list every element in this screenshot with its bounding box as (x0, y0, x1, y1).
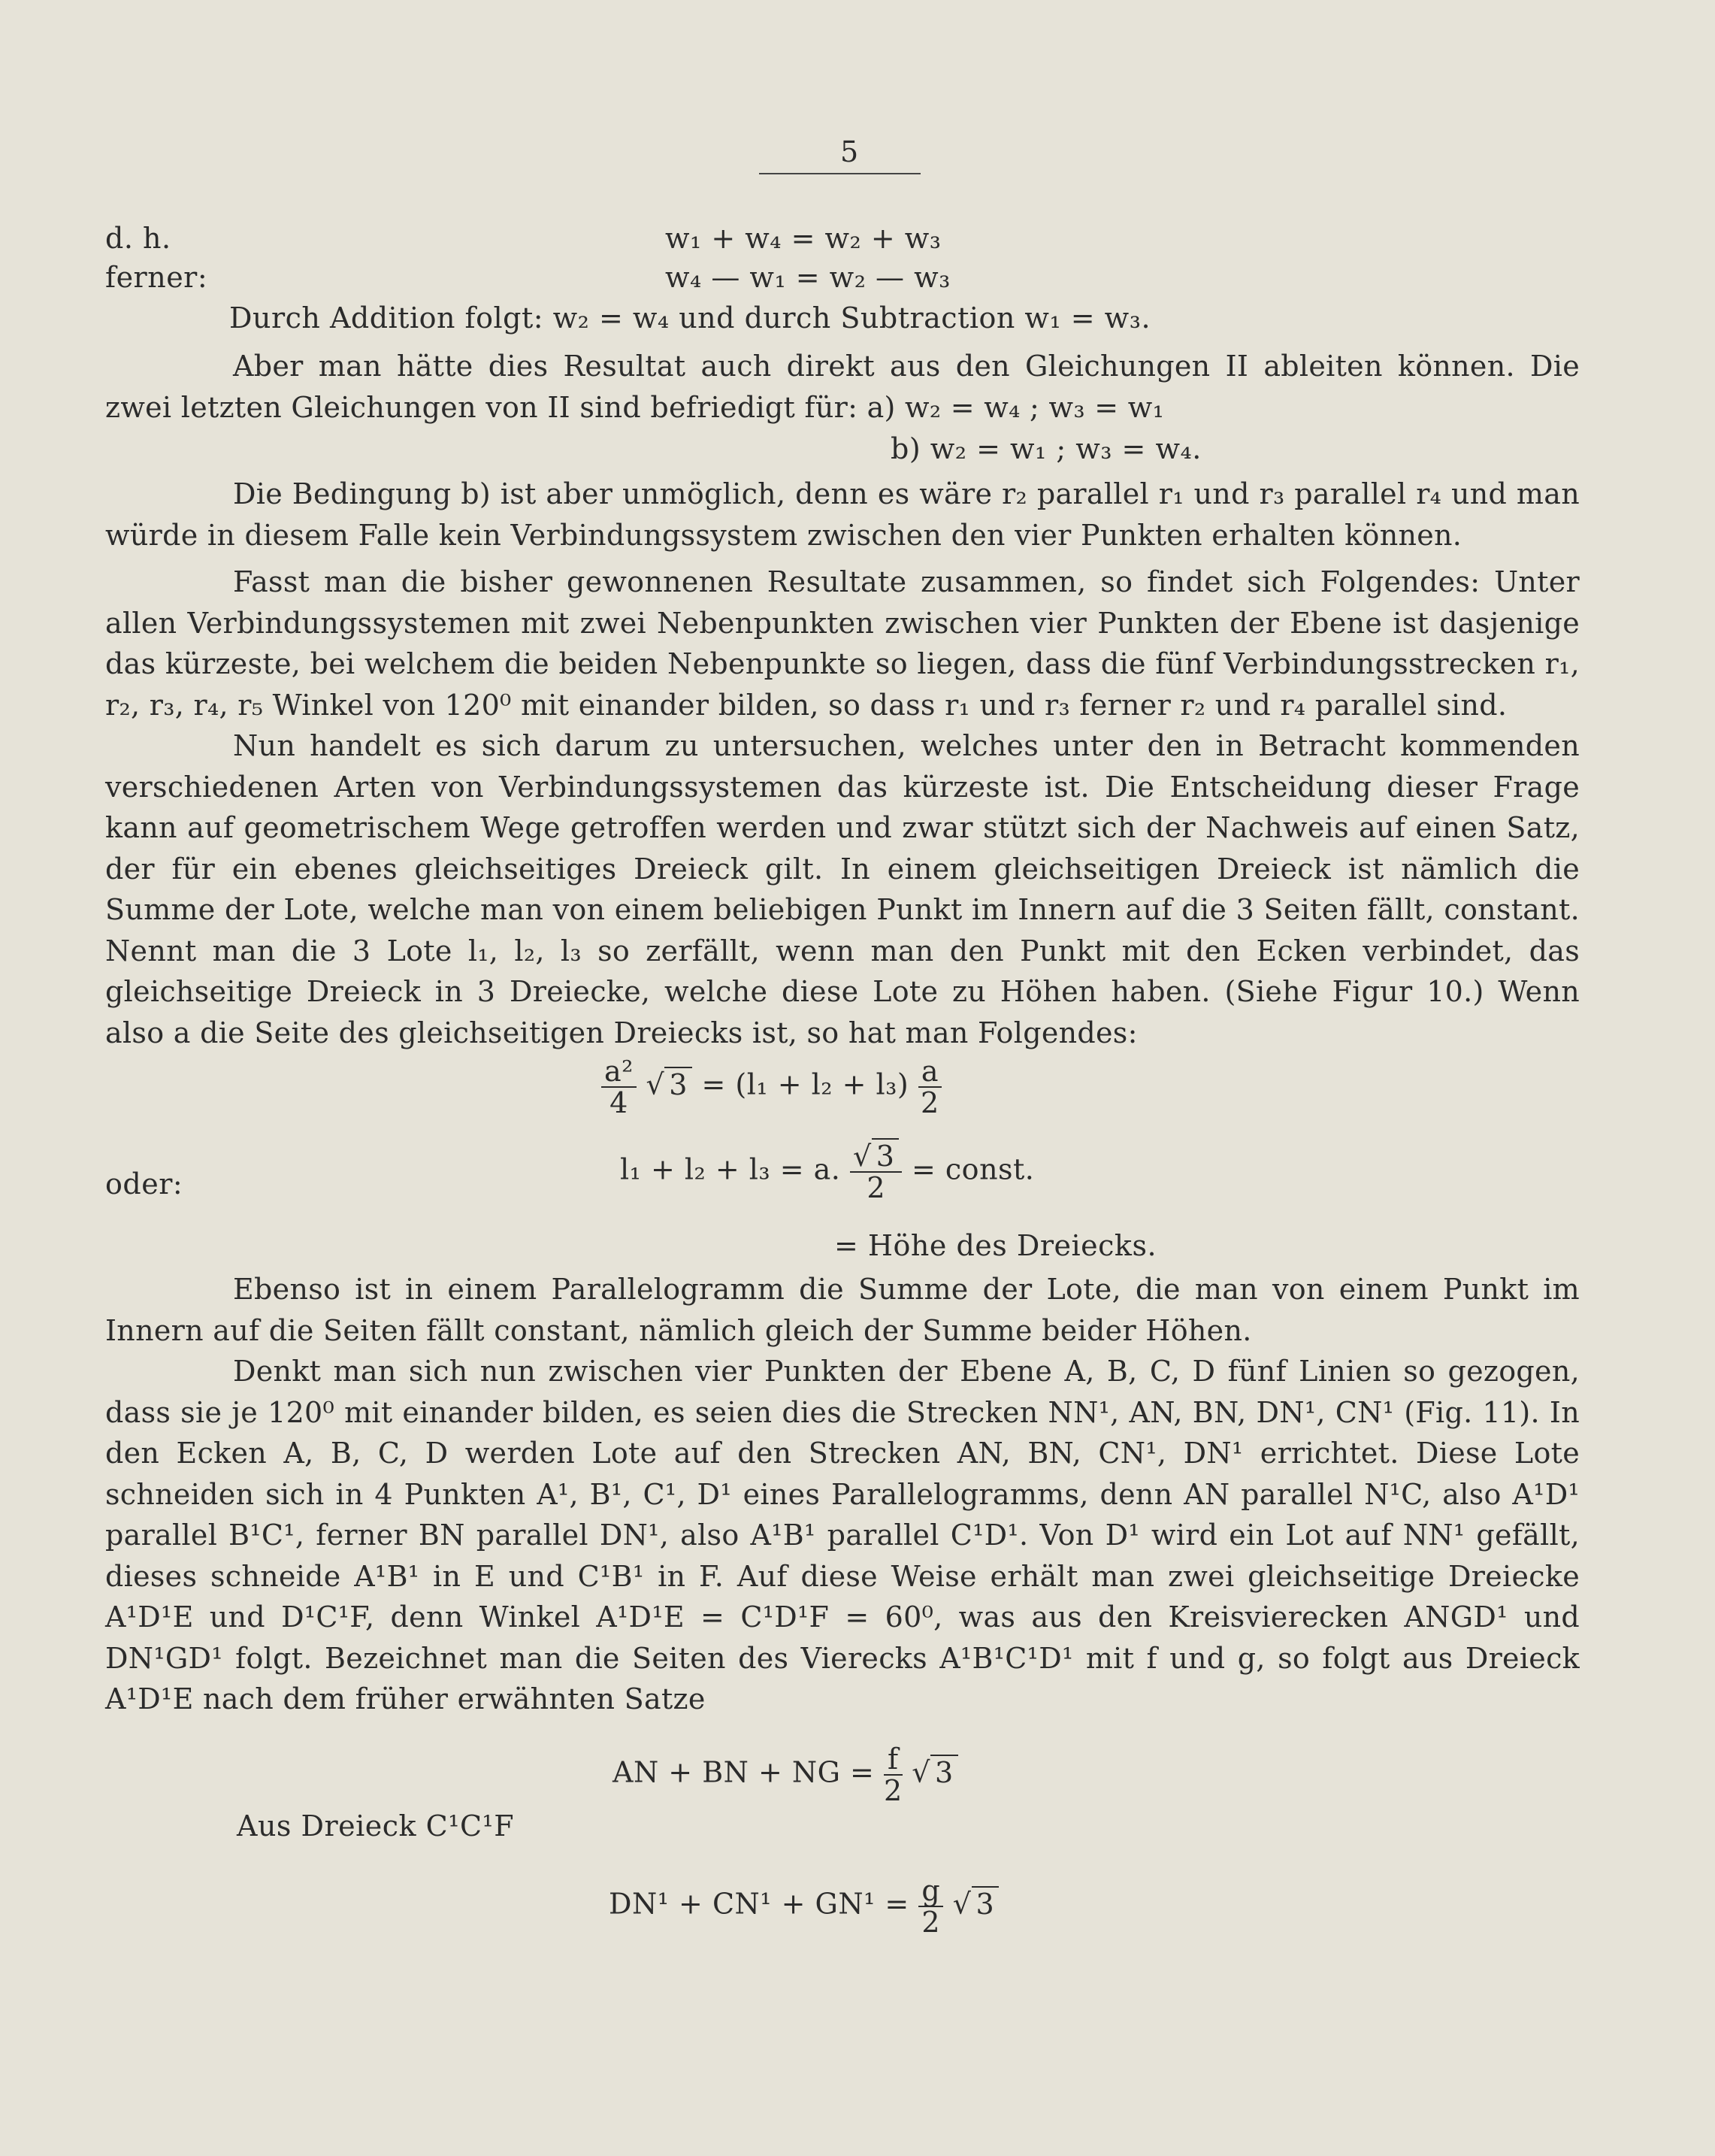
formula-3: = Höhe des Dreiecks. (834, 1229, 1157, 1262)
formula-2-label: oder: (105, 1167, 183, 1201)
sqrt-icon: √ (646, 1067, 665, 1101)
formula-1-middle: = (l₁ + l₂ + l₃) (701, 1067, 909, 1101)
addition-line: Durch Addition folgt: w₂ = w₄ und durch Subtraction w₁ = w₃. (229, 301, 1151, 335)
page-number: 5 (840, 135, 859, 168)
formula-2-rhs: = const. (911, 1152, 1035, 1186)
paragraph-6 (105, 1351, 1580, 1720)
sqrt-icon: √ (912, 1755, 930, 1789)
formula-1-fraction: $\frac{\text{a²}}{4}$ (601, 1056, 637, 1118)
sqrt-icon: √ (852, 1140, 872, 1173)
paragraph-1 (105, 346, 1580, 428)
paragraph-5 (105, 1269, 1580, 1351)
eq2-formula: w₄ — w₁ = w₂ — w₃ (665, 261, 951, 294)
paragraph-2-text: Die Bedingung b) ist aber unmöglich, denn es wäre r₂ parallel r₁ und r₃ parallel r₄ und man würde in diesem Falle kein Verbindungssystem zwischen den vier Punkten erhalten können. (105, 477, 1580, 552)
formula-2 (620, 1141, 1034, 1203)
paragraph-4-text: Nun handelt es sich darum zu untersuchen, welches unter den in Betracht kommenden verschiedenen Arten von Verbindungssystemen das kürzeste ist. Die Entscheidung dieser Frage kann auf geometrischem Wege getroffen werden und zwar stützt sich der Nachweis auf einen Satz, der für ein ebenes gleichseitiges Dreieck gilt. In einem gleichseitigen Dreieck ist nämlich die Summe der Lote, welche man von einem beliebigen Punkt im Innern auf die 3 Seiten fällt, constant. Nennt man die 3 Lote l₁, l₂, l₃ so zerfällt, wenn man den Punkt mit den Ecken verbindet, das gleichseitige Dreieck in 3 Dreiecke, welche diese Lote zu Höhen haben. (Siehe Figur 10.) Wenn also a die Seite des gleichseitigen Dreiecks ist, so hat man Folgendes: (105, 729, 1580, 1049)
paragraph-3-text: Fasst man die bisher gewonnenen Resultate zusammen, so findet sich Folgendes: Unter allen Verbindungssystemen mit zwei Nebenpunkten zwischen vier Punkten der Ebene ist dasjenige das kürzeste, bei welchem die beiden Nebenpunkte so liegen, dass die fünf Verbindungsstrecken r₁, r₂, r₃, r₄, r₅ Winkel von 120⁰ mit einander bilden, so dass r₁ und r₃ ferner r₂ und r₄ parallel sind. (105, 565, 1580, 722)
formula-5: DN¹ + CN¹ + GN¹ = $\frac{g}{2}$ √ 3 (609, 1876, 999, 1937)
paragraph-6-text: Denkt man sich nun zwischen vier Punkten der Ebene A, B, C, D fünf Linien so gezogen, dass sie je 120⁰ mit einander bilden, es seien dies die Strecken NN¹, AN, BN, DN¹, CN¹ (Fig. 11). In den Ecken A, B, C, D werden Lote auf den Strecken AN, BN, CN¹, DN¹ errichtet. Diese Lote schneiden sich in 4 Punkten A¹, B¹, C¹, D¹ eines Parallelogramms, denn AN parallel N¹C, also A¹D¹ parallel B¹C¹, ferner BN parallel DN¹, also A¹B¹ parallel C¹D¹. Von D¹ wird ein Lot auf NN¹ gefällt, dieses schneide A¹B¹ in E und C¹B¹ in F. Auf diese Weise erhält man zwei gleichseitige Dreiecke A¹D¹E und D¹C¹F, denn Winkel A¹D¹E = C¹D¹F = 60⁰, was aus den Kreisvierecken ANGD¹ und DN¹GD¹ folgt. Bezeichnet man die Seiten des Vierecks A¹B¹C¹D¹ mit f und g, so folgt aus Dreieck A¹D¹E nach dem früher erwähnten Satze (105, 1355, 1580, 1715)
formula-2-lhs: l₁ + l₂ + l₃ = a. (620, 1152, 841, 1186)
formula-4-fraction: $\frac{f}{2}$ (883, 1743, 903, 1807)
paragraph-1-line3: b) w₂ = w₁ ; w₃ = w₄. (891, 432, 1202, 465)
header-rule (759, 173, 921, 174)
formula-1-fraction-2: $\frac{a}{2}$ (918, 1056, 942, 1118)
formula-4: AN + BN + NG = $\frac{f}{2}$ √ 3 (612, 1744, 958, 1806)
eq1-label: d. h. (105, 222, 171, 255)
paragraph-5-text: Ebenso ist in einem Parallelogramm die Summe der Lote, die man von einem Punkt im Innern auf die Seiten fällt constant, nämlich gleich der Summe beider Höhen. (105, 1273, 1580, 1347)
paragraph-1-line1: Aber man hätte dies Resultat auch direkt aus den Gleichungen II ableiten können. Die (233, 350, 1580, 383)
paragraph-1-line2: zwei letzten Gleichungen von II sind befriedigt für: a) w₂ = w₄ ; w₃ = w₁ (105, 390, 1165, 424)
paragraph-2 (105, 474, 1580, 556)
paragraph-4 (105, 725, 1580, 1053)
formula-1: $\frac{\text{a²}}{4}$ √ 3 = (l₁ + l₂ + l₃) $\frac{a}{2}$ (601, 1056, 942, 1118)
eq1-formula: w₁ + w₄ = w₂ + w₃ (665, 222, 942, 255)
eq2-label: ferner: (105, 261, 208, 294)
paragraph-3 (105, 562, 1580, 725)
formula-5-lhs: DN¹ + CN¹ + GN¹ = (609, 1887, 909, 1921)
formula-5-fraction: $\frac{g}{2}$ (918, 1876, 943, 1937)
aus-dreieck-line: Aus Dreieck C¹C¹F (237, 1809, 515, 1843)
sqrt-icon: √ (952, 1887, 972, 1921)
formula-2-fraction: $\frac{√ 3}{2}$ (850, 1141, 902, 1203)
formula-4-lhs: AN + BN + NG = (612, 1755, 875, 1789)
